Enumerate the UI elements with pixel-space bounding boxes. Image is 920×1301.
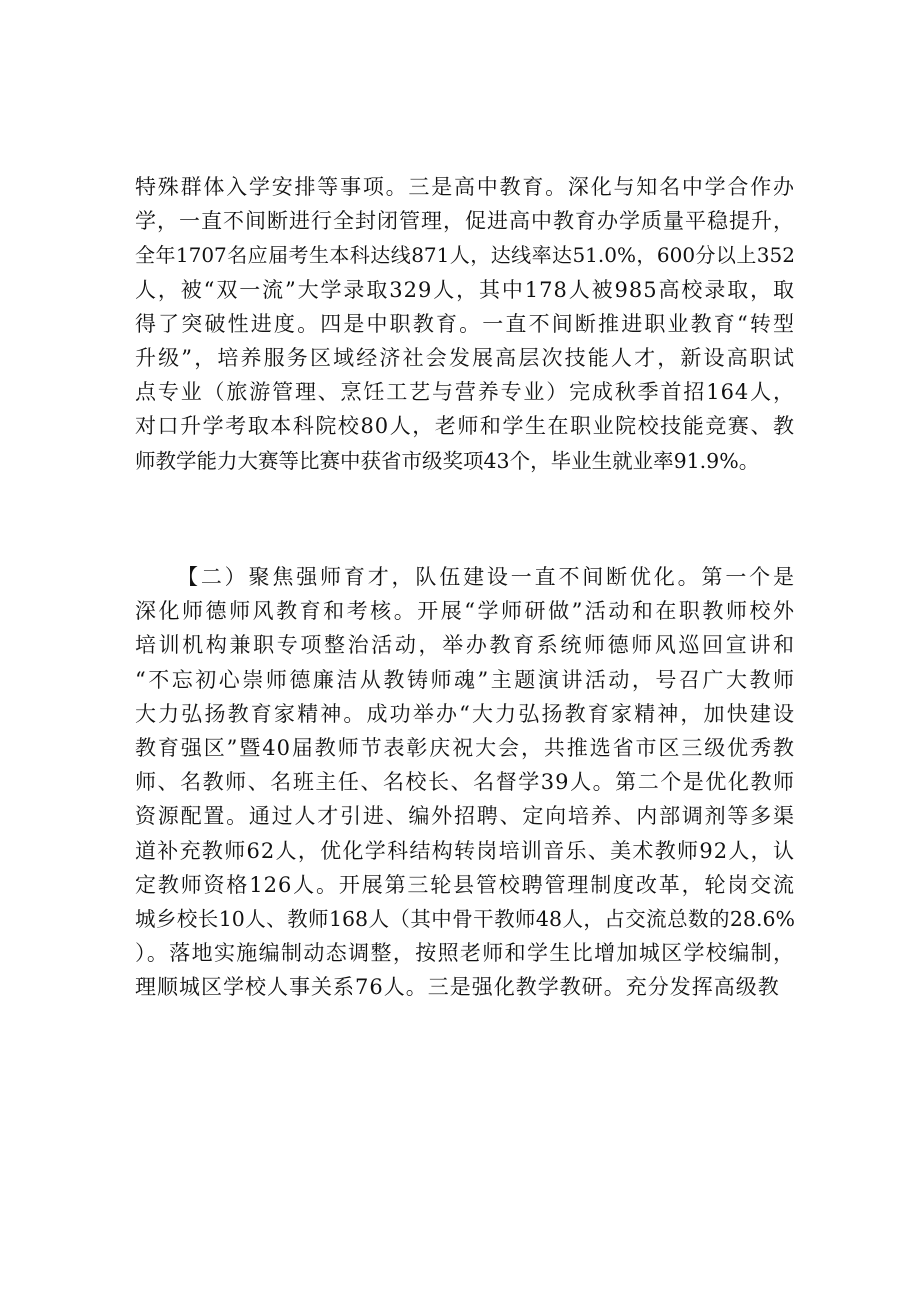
text-line: 资源配置。通过人才引进、编外招聘、定向培养、内部调剂等多渠 — [135, 804, 795, 829]
text-line: 理顺城区学校人事关系76人。三是强化教学教研。充分发挥高级教 — [135, 975, 780, 1000]
text-line: 师教学能力大赛等比赛中获省市级奖项43个，毕业生就业率91.9%。 — [135, 448, 760, 473]
text-line: 定教师资格126人。开展第三轮县管校聘管理制度改革，轮岗交流 — [135, 872, 795, 897]
text-line: 深化师德师风教育和考核。开展“学师研做”活动和在职教师校外 — [135, 599, 795, 624]
text-line: 学，一直不间断进行全封闭管理，促进高中教育办学质量平稳提升， — [135, 209, 795, 234]
text-line: 点专业（旅游管理、烹饪工艺与营养专业）完成秋季首招164人， — [135, 380, 795, 405]
text-line: 人，被“双一流”大学录取329人，其中178人被985高校录取，取 — [135, 277, 795, 302]
text-line: 教育强区”暨40届教师节表彰庆祝大会，共推选省市区三级优秀教 — [135, 735, 795, 760]
text-line: 升级”，培养服务区域经济社会发展高层次技能人才，新设高职试 — [135, 345, 795, 370]
paragraph-high-school-vocational — [135, 170, 795, 478]
text-line: “不忘初心崇师德廉洁从教铸师魂”主题演讲活动，号召广大教师 — [135, 667, 795, 692]
section-heading-line: 【二）聚焦强师育才，队伍建设一直不间断优化。第一个是 — [177, 565, 795, 589]
text-line: 全年1707名应届考生本科达线871人，达线率达51.0%，600分以上352 — [135, 243, 795, 268]
text-line: 特殊群体入学安排等事项。三是高中教育。深化与知名中学合作办 — [135, 175, 795, 199]
text-line: 对口升学考取本科院校80人，老师和学生在职业院校技能竞赛、教 — [135, 414, 795, 439]
text-line: 培训机构兼职专项整治活动，举办教育系统师德师风巡回宣讲和 — [135, 633, 795, 658]
text-line: 城乡校长10人、教师168人（其中骨干教师48人，占交流总数的28.6% — [135, 906, 795, 931]
text-line: 大力弘扬教育家精神。成功举办“大力弘扬教育家精神，加快建设 — [135, 701, 795, 726]
text-line: 师、名教师、名班主任、名校长、名督学39人。第二个是优化教师 — [135, 770, 795, 795]
text-line: ）。落地实施编制动态调整，按照老师和学生比增加城区学校编制， — [135, 941, 795, 966]
text-line: 道补充教师62人，优化学科结构转岗培训音乐、美术教师92人，认 — [135, 838, 795, 863]
text-line: 得了突破性进度。四是中职教育。一直不间断推进职业教育“转型 — [135, 311, 795, 336]
paragraph-teacher-team-building — [135, 560, 795, 1004]
